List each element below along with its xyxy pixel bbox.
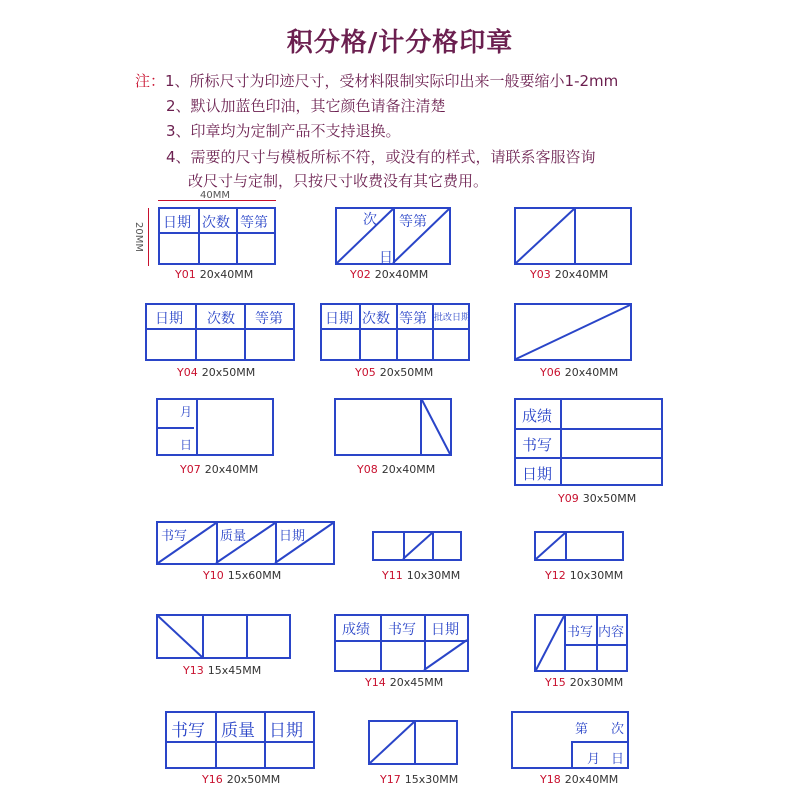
stamp-y06: [514, 303, 632, 361]
stamp-label: 日期: [155, 311, 183, 327]
stamp-y11: [372, 531, 462, 561]
stamp-label: 等第: [399, 311, 427, 327]
note-4: 4、需要的尺寸与模板所标不符，或没有的样式，请联系客服咨询: [166, 148, 596, 166]
stamp-y07: [156, 398, 274, 456]
stamp-label: 月: [587, 752, 601, 767]
width-dimension-label: 40MM: [200, 190, 230, 201]
stamp-label: 书写: [171, 721, 205, 741]
stamp-caption: Y02 20x40MM: [350, 268, 429, 281]
stamp-label: 次: [363, 212, 377, 228]
page-title: 积分格/计分格印章: [286, 28, 514, 58]
stamp-y15: [534, 614, 628, 672]
stamp-caption: Y10 15x60MM: [203, 569, 282, 582]
stamp-caption: Y04 20x50MM: [177, 366, 256, 379]
stamp-caption: Y09 30x50MM: [558, 492, 637, 505]
stamp-label: 日: [180, 438, 193, 452]
stamp-y09: [514, 398, 663, 486]
height-dimension-line: [148, 208, 149, 266]
stamp-label: 次数: [362, 311, 390, 327]
stamp-label: 内容: [598, 625, 625, 640]
stamp-y10: [156, 521, 335, 565]
stamp-label: 批改日期: [434, 313, 471, 323]
stamp-y17: [368, 720, 458, 765]
stamp-y05: [320, 303, 470, 361]
stamp-label: 等第: [255, 311, 283, 327]
stamp-y04: [145, 303, 295, 361]
stamp-caption: Y11 10x30MM: [382, 569, 461, 582]
stamp-y01: [158, 207, 276, 265]
stamp-caption: Y15 20x30MM: [545, 676, 624, 689]
stamp-label: 日期: [325, 311, 353, 327]
stamp-y18: [511, 711, 629, 769]
stamp-y08: [334, 398, 452, 456]
note-2: 2、默认加蓝色印油，其它颜色请备注清楚: [166, 97, 446, 115]
stamp-y14: [334, 614, 469, 672]
note-1: [135, 70, 618, 91]
stamp-label: 日期: [279, 529, 306, 544]
note-prefix: 注：: [135, 72, 166, 90]
stamp-label: 质量: [221, 721, 255, 741]
stamp-label: 成绩: [342, 622, 370, 638]
stamp-label: 日期: [431, 622, 459, 638]
stamp-label: 书写: [522, 436, 553, 454]
stamp-caption: Y16 20x50MM: [202, 773, 281, 786]
stamp-label: 次数: [202, 215, 230, 231]
stamp-label: 第: [575, 722, 589, 737]
stamp-y02: [335, 207, 451, 265]
stamp-caption: Y01 20x40MM: [175, 268, 254, 281]
stamp-caption: Y17 15x30MM: [380, 773, 459, 786]
stamp-caption: Y07 20x40MM: [180, 463, 259, 476]
stamp-label: 等第: [399, 214, 427, 230]
stamp-caption: Y13 15x45MM: [183, 664, 262, 677]
stamp-caption: Y03 20x40MM: [530, 268, 609, 281]
stamp-y03: [514, 207, 632, 265]
note-3: 3、印章均为定制产品不支持退换。: [166, 122, 401, 140]
stamp-label: 书写: [567, 625, 594, 640]
stamp-y16: [165, 711, 315, 769]
stamp-caption: Y12 10x30MM: [545, 569, 624, 582]
stamp-label: 月: [180, 405, 193, 419]
stamp-label: 书写: [388, 622, 416, 638]
stamp-label: 成绩: [522, 407, 553, 425]
note-5: 改尺寸与定制，只按尺寸收费没有其它费用。: [188, 172, 489, 190]
stamp-caption: Y05 20x50MM: [355, 366, 434, 379]
stamp-label: 日期: [522, 465, 553, 483]
stamp-y12: [534, 531, 624, 561]
stamp-label: 书写: [161, 529, 188, 544]
stamp-label: 日: [379, 250, 393, 266]
stamp-caption: Y14 20x45MM: [365, 676, 444, 689]
stamp-label: 等第: [240, 215, 268, 231]
stamp-label: 日期: [269, 721, 303, 741]
stamp-label: 日: [611, 752, 625, 767]
height-dimension-label: 20MM: [133, 222, 144, 252]
stamp-label: 次数: [207, 311, 235, 327]
stamp-label: 质量: [220, 529, 247, 544]
note-text: 1、所标尺寸为印迹尺寸，受材料限制实际印出来一般要缩小1-2mm: [165, 72, 619, 90]
stamp-caption: Y08 20x40MM: [357, 463, 436, 476]
stamp-label: 次: [611, 722, 625, 737]
stamp-label: 日期: [163, 215, 191, 231]
stamp-caption: Y18 20x40MM: [540, 773, 619, 786]
stamp-y13: [156, 614, 291, 659]
stamp-caption: Y06 20x40MM: [540, 366, 619, 379]
